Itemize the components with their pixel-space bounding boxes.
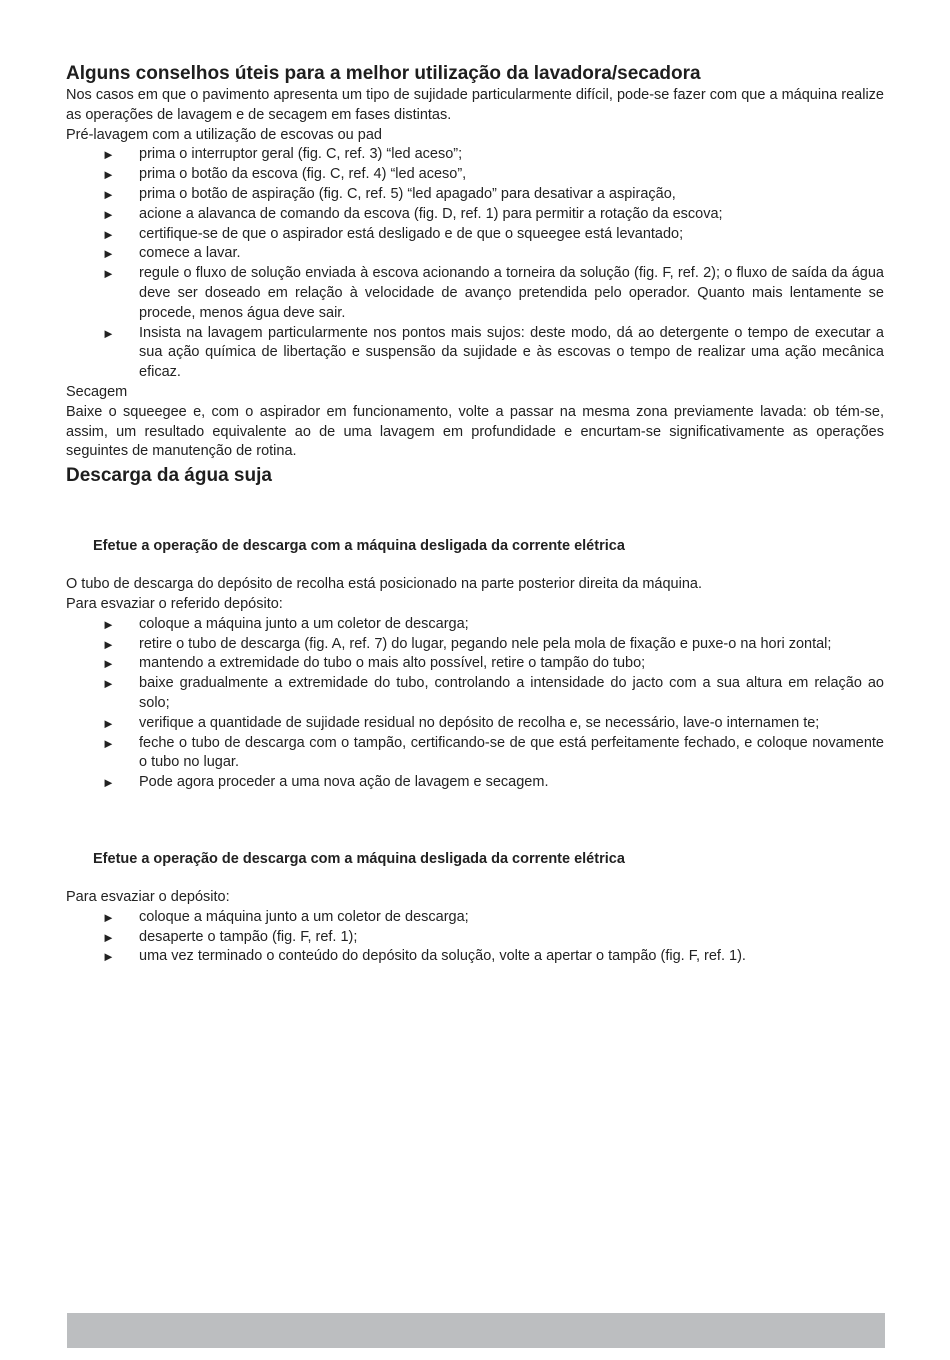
bullet-arrow-icon: ►	[102, 325, 115, 341]
list-item: ► uma vez terminado o conteúdo do depósito da solução, volte a apertar o tampão (fig. F, ref. 1).	[66, 947, 884, 967]
list-item: ► prima o botão de aspiração (fig. C, ref. 5) “led apagado” para desativar a aspiração,	[66, 185, 884, 205]
document-page	[66, 62, 884, 967]
list-item: ► Insista na lavagem particularmente nos pontos mais sujos: deste modo, dá ao detergente o tempo de executar a sua ação química de libertação e suspensão da sujidade e às escovas o tempo de realizar uma ação mecânica eficaz.	[102, 324, 884, 381]
drain-steps-list	[66, 615, 884, 793]
prewash-label: Pré-lavagem com a utilização de escovas ou pad	[66, 126, 382, 143]
list-item: ► retire o tubo de descarga (fig. A, ref. 7) do lugar, pegando nele pela mola de fixação e puxe-o na hori zontal;	[66, 635, 884, 655]
drying-label: Secagem	[66, 383, 128, 400]
list-item: ► coloque a máquina junto a um coletor de descarga;	[66, 908, 884, 928]
list-item: ► desaperte o tampão (fig. F, ref. 1);	[66, 928, 884, 948]
bullet-arrow-icon: ►	[102, 167, 115, 183]
solution-drain-warning: Efetue a operação de descarga com a máquina desligada da corrente elétrica	[93, 850, 625, 867]
bullet-arrow-icon: ►	[102, 949, 115, 965]
bullet-arrow-icon: ►	[102, 147, 115, 163]
section-heading-tips: Alguns conselhos úteis para a melhor utilização da lavadora/secadora	[66, 63, 701, 84]
bullet-arrow-icon: ►	[102, 266, 115, 282]
drying-text: Baixe o squeegee e, com o aspirador em funcionamento, volte a passar na mesma zona previamente lavada: ob tém-se, assim, um resultado equivalente ao de uma lavagem em profundidade e encurtam-se significativamente as operações seguintes de manutenção de rotina.	[66, 403, 884, 460]
list-item: ► mantendo a extremidade do tubo o mais alto possível, retire o tampão do tubo;	[66, 654, 884, 674]
tips-intro: Nos casos em que o pavimento apresenta um tipo de sujidade particularmente difícil, pode-se fazer com que a máquina realize as operações de lavagem e de secagem em fases distintas.	[66, 87, 884, 123]
list-item: ► verifique a quantidade de sujidade residual no depósito de recolha e, se necessário, lave-o internamen te;	[66, 714, 884, 734]
footer-bar	[67, 1313, 885, 1348]
list-item: ► prima o botão da escova (fig. C, ref. 4) “led aceso”,	[66, 165, 884, 185]
bullet-arrow-icon: ►	[102, 246, 115, 262]
drain-intro-location: O tubo de descarga do depósito de recolha está posicionado na parte posterior direita da máquina.	[66, 576, 703, 593]
list-item: ► feche o tubo de descarga com o tampão, certificando-se de que está perfeitamente fechado, e coloque novamente o tubo no lugar.	[102, 734, 884, 771]
solution-drain-steps-list	[66, 908, 884, 967]
bullet-arrow-icon: ►	[102, 656, 115, 672]
prewash-steps-list	[66, 145, 884, 383]
drain-warning: Efetue a operação de descarga com a máquina desligada da corrente elétrica	[93, 538, 625, 555]
section-heading-drain: Descarga da água suja	[66, 465, 272, 487]
bullet-arrow-icon: ►	[102, 226, 115, 242]
bullet-arrow-icon: ►	[102, 775, 115, 791]
list-item: ► coloque a máquina junto a um coletor de descarga;	[66, 615, 884, 635]
list-item: ► comece a lavar.	[66, 244, 884, 264]
bullet-arrow-icon: ►	[102, 715, 115, 731]
bullet-arrow-icon: ►	[102, 929, 115, 945]
list-item: ► Pode agora proceder a uma nova ação de lavagem e secagem.	[66, 773, 884, 793]
bullet-arrow-icon: ►	[102, 735, 115, 751]
list-item: ► regule o fluxo de solução enviada à escova acionando a torneira da solução (fig. F, ref. 2); o fluxo de saída da água deve ser doseado em relação à velocidade de avanço pretendida pelo operador. Quanto mais lentamente se procede, menos água deve sair.	[102, 265, 884, 321]
list-item: ► certifique-se de que o aspirador está desligado e de que o squeegee está levantado;	[66, 225, 884, 245]
drain-intro-empty: Para esvaziar o referido depósito:	[66, 595, 283, 612]
list-item: ► prima o interruptor geral (fig. C, ref. 3) “led aceso”;	[66, 145, 884, 165]
solution-drain-intro: Para esvaziar o depósito:	[66, 888, 230, 905]
list-item: ► baixe gradualmente a extremidade do tubo, controlando a intensidade do jacto com a sua altura em relação ao solo;	[102, 675, 884, 711]
bullet-arrow-icon: ►	[102, 676, 115, 692]
bullet-arrow-icon: ►	[102, 206, 115, 222]
bullet-arrow-icon: ►	[102, 186, 115, 202]
bullet-arrow-icon: ►	[102, 616, 115, 632]
list-item: ► acione a alavanca de comando da escova (fig. D, ref. 1) para permitir a rotação da escova;	[66, 205, 884, 225]
bullet-arrow-icon: ►	[102, 636, 115, 652]
bullet-arrow-icon: ►	[102, 909, 115, 925]
